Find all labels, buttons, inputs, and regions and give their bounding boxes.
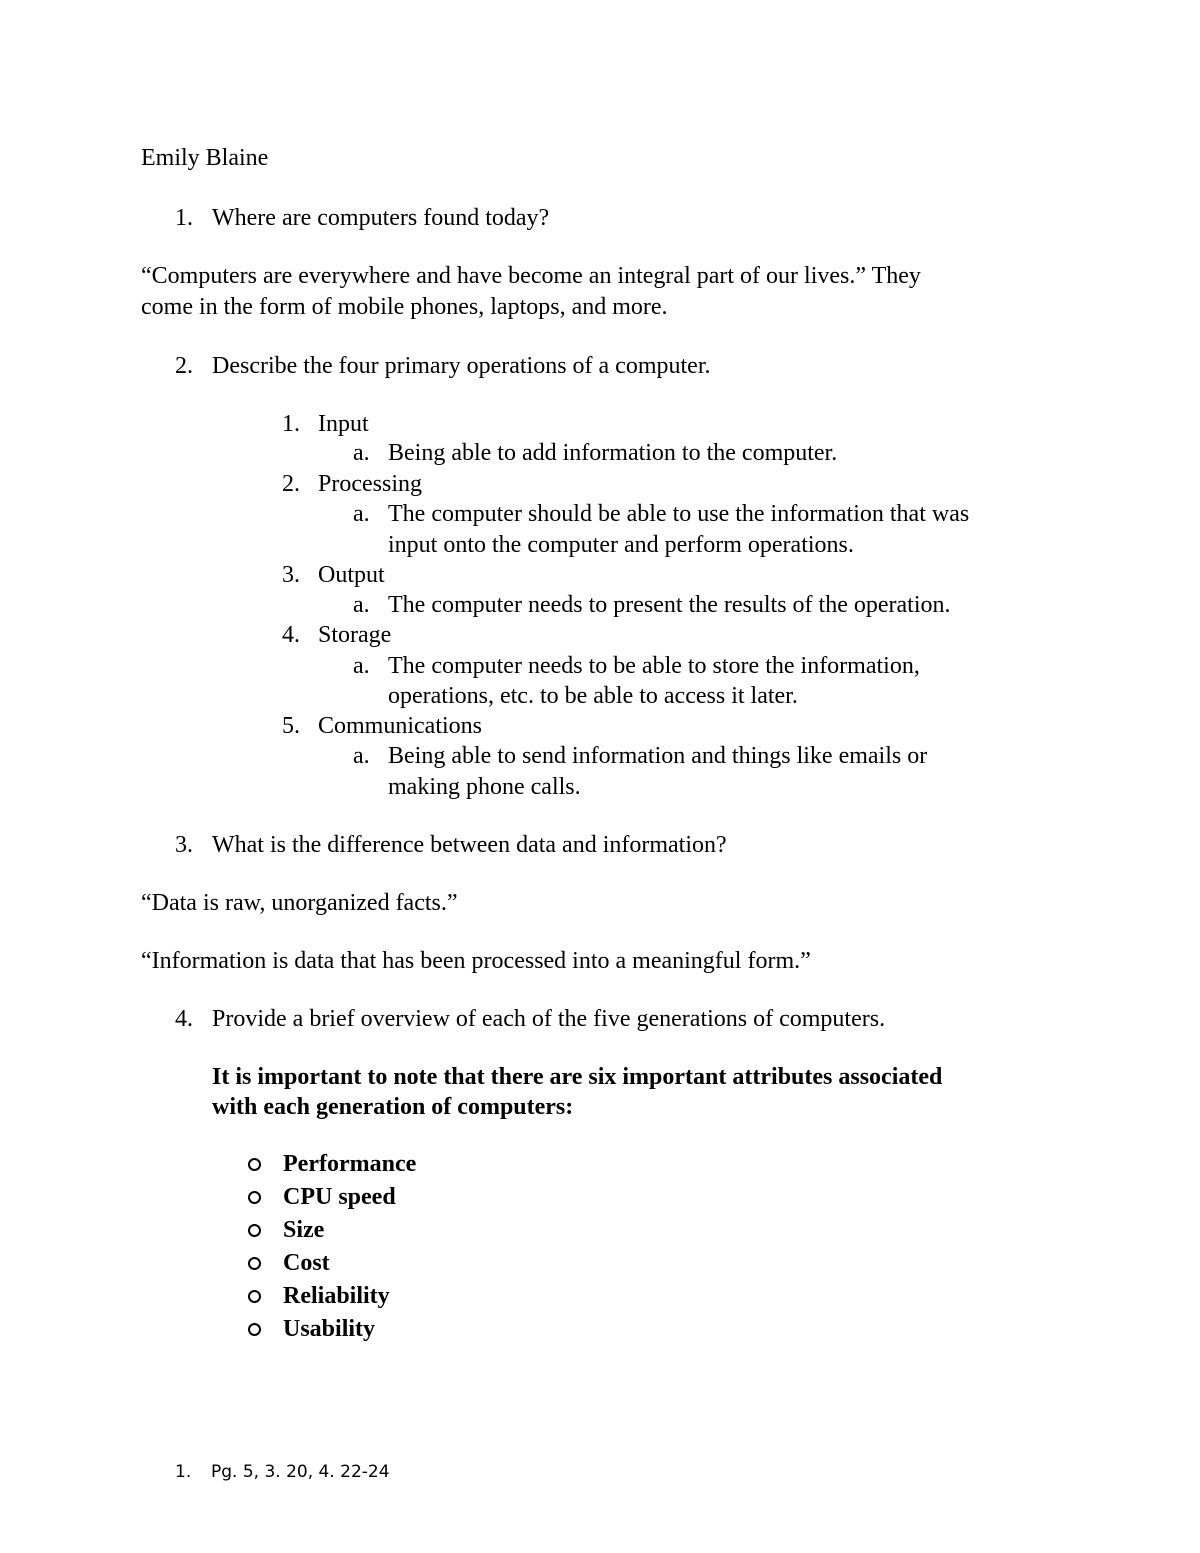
operation-sub-letter: a. xyxy=(353,501,370,527)
operation-description: Being able to add information to the computer. xyxy=(388,440,838,466)
footnote-page-references: Pg. 5, 3. 20, 4. 22-24 xyxy=(211,1462,390,1482)
operation-label: Output xyxy=(318,562,385,588)
answer-1-line-1: “Computers are everywhere and have become an integral part of our lives.” They xyxy=(141,263,921,289)
footnote-number: 1. xyxy=(175,1462,192,1482)
operation-description: Being able to send information and things like emails or xyxy=(388,743,928,769)
operation-sub-letter: a. xyxy=(353,592,370,618)
operation-label: Communications xyxy=(318,713,482,739)
operation-sub-letter: a. xyxy=(353,440,370,466)
operation-description-continued: making phone calls. xyxy=(388,774,581,800)
attribute-item: Usability xyxy=(283,1316,376,1342)
operation-description: The computer needs to present the results of the operation. xyxy=(388,592,951,618)
operation-label: Processing xyxy=(318,471,422,497)
question-2-number: 2. xyxy=(175,353,193,379)
attribute-item: Performance xyxy=(283,1151,417,1177)
hollow-bullet-icon xyxy=(248,1257,261,1270)
note-line-2: with each generation of computers: xyxy=(212,1094,574,1120)
operation-description: The computer needs to be able to store the information, xyxy=(388,653,920,679)
hollow-bullet-icon xyxy=(248,1158,261,1171)
operation-number: 1. xyxy=(282,411,300,437)
operation-sub-letter: a. xyxy=(353,653,370,679)
hollow-bullet-icon xyxy=(248,1224,261,1237)
attribute-item: CPU speed xyxy=(283,1184,396,1210)
operation-description-continued: operations, etc. to be able to access it later. xyxy=(388,683,798,709)
hollow-bullet-icon xyxy=(248,1323,261,1336)
question-4-text: Provide a brief overview of each of the five generations of computers. xyxy=(212,1006,886,1032)
operation-number: 2. xyxy=(282,471,300,497)
answer-3-data-definition: “Data is raw, unorganized facts.” xyxy=(141,890,458,916)
operation-number: 5. xyxy=(282,713,300,739)
question-1-text: Where are computers found today? xyxy=(212,205,550,231)
question-3-number: 3. xyxy=(175,832,193,858)
operation-sub-letter: a. xyxy=(353,743,370,769)
answer-1-line-2: come in the form of mobile phones, laptops, and more. xyxy=(141,294,668,320)
note-line-1: It is important to note that there are six important attributes associated xyxy=(212,1064,943,1090)
question-4-number: 4. xyxy=(175,1006,193,1032)
operation-number: 3. xyxy=(282,562,300,588)
question-1-number: 1. xyxy=(175,205,193,231)
author-name: Emily Blaine xyxy=(141,145,269,171)
operation-label: Storage xyxy=(318,622,392,648)
question-2-text: Describe the four primary operations of a computer. xyxy=(212,353,711,379)
operation-number: 4. xyxy=(282,622,300,648)
attribute-item: Reliability xyxy=(283,1283,390,1309)
hollow-bullet-icon xyxy=(248,1290,261,1303)
hollow-bullet-icon xyxy=(248,1191,261,1204)
question-3-text: What is the difference between data and information? xyxy=(212,832,727,858)
operation-label: Input xyxy=(318,411,369,437)
operation-description: The computer should be able to use the information that was xyxy=(388,501,970,527)
operation-description-continued: input onto the computer and perform operations. xyxy=(388,532,854,558)
attribute-item: Size xyxy=(283,1217,325,1243)
answer-3-information-definition: “Information is data that has been processed into a meaningful form.” xyxy=(141,948,811,974)
attribute-item: Cost xyxy=(283,1250,330,1276)
